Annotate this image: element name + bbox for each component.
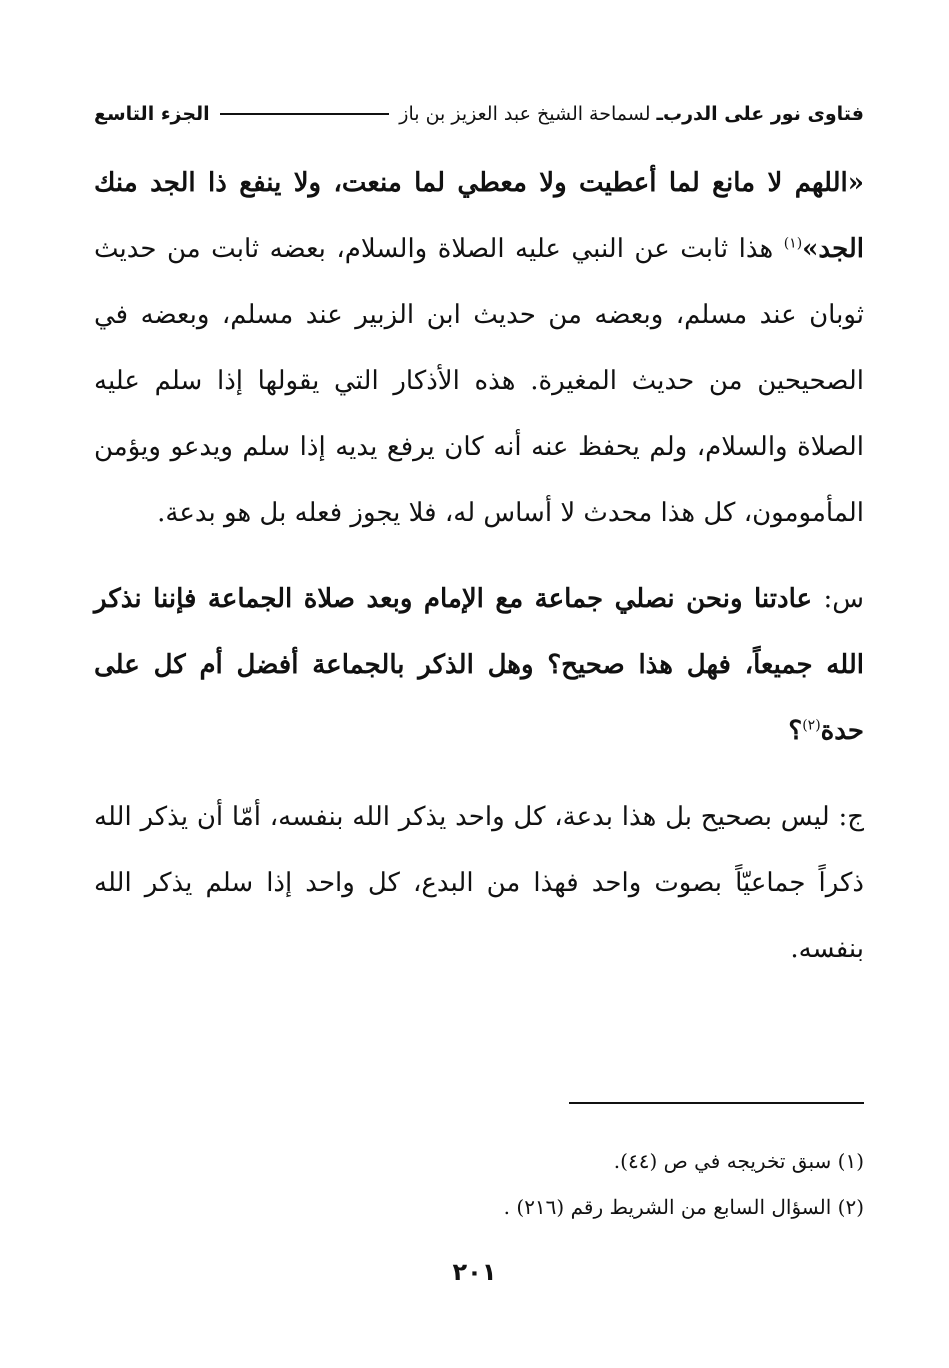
question-end: ؟: [788, 716, 803, 746]
footnote-1: (١) سبق تخريجه في ص (٤٤).: [613, 1149, 864, 1173]
running-header: [94, 94, 864, 134]
page-body: [94, 150, 864, 982]
answer-label: ج:: [838, 802, 865, 832]
footnote-ref-2: (٢): [802, 717, 821, 734]
page-number: ٢٠١: [452, 1258, 497, 1286]
footnotes: [94, 1138, 864, 1230]
header-part: الجزء التاسع: [94, 103, 210, 125]
question-text: عادتنا ونحن نصلي جماعة مع الإمام وبعد صلاة الجماعة فإننا نذكر الله جميعاً، فهل هذا صحيح؟ وهل الذكر بالجماعة أفضل أم كل على حدة: [94, 584, 864, 746]
question-label: س:: [823, 584, 864, 614]
footnote-ref-1: (١): [783, 235, 803, 252]
paragraph-1-text: هذا ثابت عن النبي عليه الصلاة والسلام، بعضه ثابت من حديث ثوبان عند مسلم، وبعضه من حديث ابن الزبير عند مسلم، وبعضه في الصحيحين من حديث المغيرة. هذه الأذكار التي يقولها إذا سلم عليه الصلاة والسلام، ولم يحفظ عنه أنه كان يرفع يديه إذا سلم ويدعو ويؤمن المأمومون، كل هذا محدث لا أساس له، فلا يجوز فعله بل هو بدعة.: [94, 234, 864, 528]
header-rule: [220, 113, 390, 115]
header-book-title: فتاوى نور على الدرب: [663, 103, 864, 125]
answer-paragraph-1: [94, 150, 864, 546]
answer-text: ليس بصحيح بل هذا بدعة، كل واحد يذكر الله بنفسه، أمّا أن يذكر الله ذكراً جماعيّاً بصوت واحد فهذا من البدع، كل واحد إذا سلم يذكر الله بنفسه.: [94, 802, 864, 964]
header-author: لسماحة الشيخ عبد العزيز بن باز: [399, 103, 651, 125]
footnote-2: (٢) السؤال السابع من الشريط رقم (٢١٦) .: [503, 1195, 864, 1219]
answer-paragraph-2: [94, 784, 864, 982]
header-separator: ـ: [656, 103, 663, 125]
hadith-quote: «اللهم لا مانع لما أعطيت ولا معطي لما منعت، ولا ينفع ذا الجد منك الجد»: [94, 168, 864, 264]
footnote-rule: [569, 1102, 864, 1104]
question-paragraph: [94, 566, 864, 764]
